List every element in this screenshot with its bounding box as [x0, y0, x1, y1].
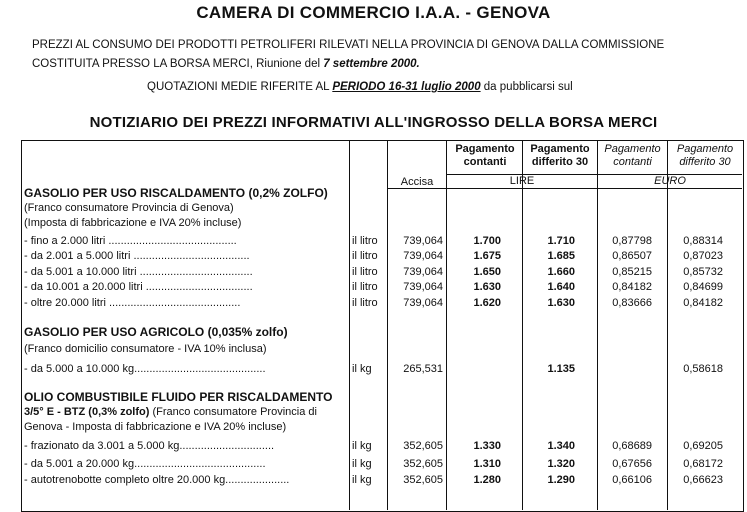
row-accisa: 352,605 [403, 458, 443, 470]
col-divider-lire-differito [522, 140, 523, 510]
row-lire-contanti: 1.675 [473, 250, 501, 262]
row-lire-differito: 1.320 [547, 458, 575, 470]
row-euro-differito: 0,58618 [683, 363, 723, 375]
row-euro-contanti: 0,67656 [612, 458, 652, 470]
bulletin-heading: NOTIZIARIO DEI PREZZI INFORMATIVI ALL'INGROSSO DELLA BORSA MERCI [89, 114, 658, 131]
row-accisa: 739,064 [403, 281, 443, 293]
row-unit: il litro [352, 250, 378, 262]
intro-line-1: PREZZI AL CONSUMO DEI PRODOTTI PETROLIFERI RILEVATI NELLA PROVINCIA DI GENOVA DALLA COMMISSIONE [32, 39, 665, 51]
row-lire-differito: 1.640 [547, 281, 575, 293]
row-accisa: 352,605 [403, 440, 443, 452]
row-accisa: 352,605 [403, 474, 443, 486]
row-unit: il kg [352, 474, 372, 486]
col-divider-euro-contanti [597, 140, 598, 510]
row-euro-differito: 0,69205 [683, 440, 723, 452]
row-lire-contanti: 1.630 [473, 281, 501, 293]
section-note: Genova - Imposta di fabbricazione e IVA 20% incluse) [24, 421, 287, 433]
row-euro-differito: 0,66623 [683, 474, 723, 486]
intro-line-2 [32, 58, 420, 70]
row-euro-contanti: 0,84182 [612, 281, 652, 293]
row-euro-differito: 0,84699 [683, 281, 723, 293]
row-euro-differito: 0,84182 [683, 297, 723, 309]
row-lire-differito: 1.710 [547, 235, 575, 247]
row-unit: il kg [352, 440, 372, 452]
col-divider-euro-differito [667, 140, 668, 510]
row-lire-contanti: 1.280 [473, 474, 501, 486]
section-title-line-2 [24, 406, 317, 418]
period: PERIODO 16-31 luglio 2000 [332, 81, 481, 93]
section-title: GASOLIO PER USO AGRICOLO (0,035% zolfo) [24, 325, 288, 339]
currency-lire: LIRE [509, 175, 535, 187]
row-euro-contanti: 0,66106 [612, 474, 652, 486]
col-header-lire-differito: Pagamento differito 30 [530, 143, 590, 168]
col-divider-accisa [387, 140, 388, 510]
intro-line-2-prefix: COSTITUITA PRESSO LA BORSA MERCI, Riunione del [32, 58, 324, 70]
row-lire-differito: 1.685 [547, 250, 575, 262]
col-divider-lire-contanti [446, 140, 447, 510]
col-header-accisa: Accisa [400, 176, 434, 188]
row-euro-differito: 0,85732 [683, 266, 723, 278]
section-note: (Imposta di fabbricazione e IVA 20% incluse) [24, 217, 242, 229]
row-euro-differito: 0,88314 [683, 235, 723, 247]
row-euro-contanti: 0,87798 [612, 235, 652, 247]
row-euro-contanti: 0,68689 [612, 440, 652, 452]
section-title: GASOLIO PER USO RISCALDAMENTO (0,2% ZOLFO) [24, 186, 328, 200]
row-euro-contanti: 0,86507 [612, 250, 652, 262]
col-header-euro-differito: Pagamento differito 30 [676, 143, 734, 168]
row-label: - da 5.000 a 10.000 kg........................................... [24, 363, 266, 375]
intro-line-3 [147, 81, 573, 93]
row-lire-contanti: 1.700 [473, 235, 501, 247]
row-lire-differito: 1.660 [547, 266, 575, 278]
row-unit: il kg [352, 458, 372, 470]
intro-line-3-prefix: QUOTAZIONI MEDIE RIFERITE AL [147, 81, 333, 93]
section-note: (Franco consumatore Provincia di [152, 406, 317, 418]
row-label: - da 5.001 a 10.000 litri ..................................... [24, 266, 253, 278]
row-label: - fino a 2.000 litri .......................................... [24, 235, 237, 247]
row-lire-contanti: 1.330 [473, 440, 501, 452]
document-title: CAMERA DI COMMERCIO I.A.A. - GENOVA [196, 3, 551, 22]
col-divider-unit [349, 140, 350, 510]
row-euro-contanti: 0,85215 [612, 266, 652, 278]
row-label: - da 5.001 a 20.000 kg........................................... [24, 458, 266, 470]
row-accisa: 739,064 [403, 250, 443, 262]
row-accisa: 739,064 [403, 266, 443, 278]
row-lire-contanti: 1.310 [473, 458, 501, 470]
row-unit: il litro [352, 281, 378, 293]
row-label: - da 2.001 a 5.000 litri ...................................... [24, 250, 250, 262]
row-lire-differito: 1.290 [547, 474, 575, 486]
row-label: - frazionato da 3.001 a 5.000 kg............................... [24, 440, 275, 452]
row-lire-differito: 1.630 [547, 297, 575, 309]
row-lire-differito: 1.135 [547, 363, 575, 375]
row-unit: il kg [352, 363, 372, 375]
row-unit: il litro [352, 235, 378, 247]
col-header-euro-contanti: Pagamento contanti [604, 143, 661, 168]
row-accisa: 739,064 [403, 297, 443, 309]
meeting-date: 7 settembre 2000. [323, 58, 420, 70]
row-unit: il litro [352, 297, 378, 309]
section-note: (Franco consumatore Provincia di Genova) [24, 202, 234, 214]
row-label: - autotrenobotte completo oltre 20.000 kg..................... [24, 474, 290, 486]
row-lire-differito: 1.340 [547, 440, 575, 452]
section-note: (Franco domicilio consumatore - IVA 10% inclusa) [24, 343, 267, 355]
section-subtitle: 3/5° E - BTZ (0,3% zolfo) [24, 406, 150, 418]
row-euro-differito: 0,87023 [683, 250, 723, 262]
row-euro-contanti: 0,83666 [612, 297, 652, 309]
row-lire-contanti: 1.620 [473, 297, 501, 309]
row-lire-contanti: 1.650 [473, 266, 501, 278]
col-header-lire-contanti: Pagamento contanti [455, 143, 515, 168]
section-title: OLIO COMBUSTIBILE FLUIDO PER RISCALDAMENTO [24, 390, 333, 404]
intro-line-3-suffix: da pubblicarsi sul [480, 81, 573, 93]
row-label: - oltre 20.000 litri ........................................... [24, 297, 241, 309]
row-accisa: 739,064 [403, 235, 443, 247]
currency-euro: EURO [654, 175, 686, 187]
row-euro-differito: 0,68172 [683, 458, 723, 470]
row-label: - da 10.001 a 20.000 litri ................................... [24, 281, 253, 293]
row-unit: il litro [352, 266, 378, 278]
row-accisa: 265,531 [403, 363, 443, 375]
